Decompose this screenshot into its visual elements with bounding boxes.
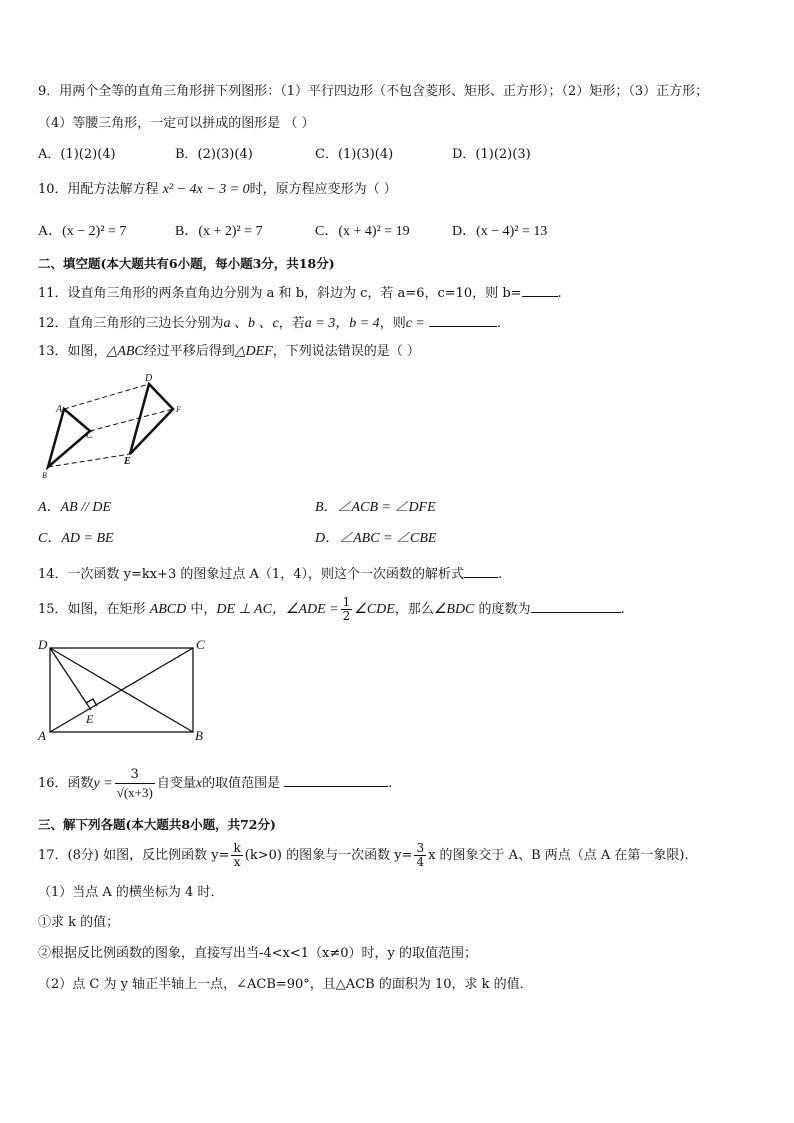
q15-label-c: C: [196, 637, 205, 652]
q12-ask: c =: [405, 316, 425, 331]
q14-text: 14．一次函数 y=kx+3 的图象过点 A（1，4），则这个一次函数的解析式: [38, 567, 464, 582]
q11-text: 11．设直角三角形的两条直角边分别为 a 和 b，斜边为 c，若 a=6，c=10，则 b=: [38, 286, 522, 301]
q13-option-b: B．∠ACB = ∠DFE: [315, 500, 436, 515]
q9-stem-line2: （4）等腰三角形，一定可以拼成的图形是 （ ）: [38, 116, 315, 131]
q16-text-c: 的取值范围是: [202, 776, 281, 791]
q16-answer-blank[interactable]: [284, 772, 388, 787]
q13-option-d: D．∠ABC = ∠CBE: [315, 531, 437, 546]
q16-num: 3: [115, 766, 155, 784]
q12-end: .: [497, 316, 502, 331]
q15-rectangle-figure: [36, 636, 216, 746]
q12-text-a: 12．直角三角形的三边长分别为: [38, 316, 224, 331]
q11: [38, 282, 562, 303]
q15-cond1: DE ⊥ AC: [216, 602, 272, 617]
q16-var: x: [195, 776, 203, 791]
q13-option-a: A．AB // DE: [38, 500, 112, 515]
q13-label-d: D: [145, 373, 153, 384]
q15-label-b: B: [195, 728, 203, 743]
q16-fraction: [115, 766, 155, 801]
q10-option-c: C．(x + 4)² = 19: [315, 224, 410, 239]
q10-option-d: D．(x − 4)² = 13: [452, 224, 548, 239]
q16-den: √(x+3): [116, 785, 153, 800]
q13-tri1: △ABC: [106, 344, 144, 359]
q13-label-b: B: [42, 471, 47, 480]
q15-cond2b: ∠CDE: [354, 602, 395, 617]
q13-label-f: F: [176, 405, 181, 414]
q17-f2-den: 4: [416, 855, 425, 869]
q12-text-b: ，若: [278, 316, 305, 331]
q15-frac-den: 2: [342, 609, 351, 623]
q10-stem-a: 10．用配方法解方程: [38, 182, 159, 197]
q11-answer-blank[interactable]: [522, 282, 558, 297]
q12: [38, 312, 501, 333]
section-3-heading: 三、解下列各题(本大题共8小题，共72分): [38, 817, 276, 832]
q17-sub1a: ①求 k 的值；: [38, 915, 120, 930]
q15-text-c: ，那么: [394, 602, 434, 617]
q17-stem: [38, 838, 689, 874]
q10-equation: x² − 4x − 3 = 0: [162, 182, 250, 197]
q12-cond: a = 3，b = 4: [304, 316, 380, 331]
q13-triangle-def: [130, 384, 173, 454]
q15-frac-num: 1: [342, 595, 351, 609]
q12-answer-blank[interactable]: [429, 312, 497, 327]
q17-fraction-k-over-x: [231, 842, 242, 869]
q17-sub2: （2）点 C 为 y 轴正半轴上一点，∠ACB=90°，且△ACB 的面积为 10，求 k 的值．: [38, 977, 533, 992]
q9-option-b: B．(2)(3)(4): [175, 147, 253, 162]
q15-label-a: A: [38, 728, 46, 743]
q17-text-c: x 的图象交于 A、B 两点（点 A 在第一象限).: [428, 848, 689, 863]
q13-label-e: E: [124, 456, 131, 467]
q16-lhs: y =: [93, 776, 113, 791]
q15: [38, 596, 625, 623]
q15-text-a: 15．如图，在矩形: [38, 602, 146, 617]
q15-label-d: D: [38, 637, 48, 652]
q17-text-b: (k>0) 的图象与一次函数 y=: [244, 848, 413, 863]
q10-option-a: A．(x − 2)² = 7: [38, 224, 127, 239]
q10-option-b: B．(x + 2)² = 7: [175, 224, 263, 239]
q9-option-d: D．(1)(2)(3): [452, 147, 531, 162]
q17-text-a: 17．(8分) 如图，反比例函数 y=: [38, 848, 230, 863]
q15-end: .: [620, 602, 625, 617]
q15-fraction: [341, 596, 353, 623]
q13-text-b: 经过平移后得到: [143, 344, 235, 359]
q16-text-a: 16．函数: [38, 776, 94, 791]
q15-cond2a: ，∠ADE =: [271, 602, 339, 617]
q15-segment-de: [50, 648, 91, 710]
q12-vars: a 、b 、c: [223, 316, 279, 331]
q13-translation-figure: [38, 372, 188, 482]
q13-dashed-cf: [90, 409, 173, 431]
q9-option-a: A．(1)(2)(4): [38, 147, 116, 162]
q11-end: .: [557, 286, 562, 301]
q14-end: .: [497, 567, 503, 582]
q15-rect: ABCD: [149, 602, 187, 617]
q16-text-b: 自变量: [156, 776, 196, 791]
q13-dashed-ad: [64, 384, 149, 409]
q14-answer-blank[interactable]: [464, 563, 498, 578]
q17-f1-den: x: [233, 855, 241, 869]
q13-text-a: 13．如图，: [38, 344, 107, 359]
q15-text-d: 的度数为: [478, 602, 531, 617]
q13-triangle-abc: [48, 409, 90, 467]
q13-text-c: ，下列说法错误的是（ ）: [272, 344, 420, 359]
q17-f2-num: 3: [416, 841, 425, 855]
q10-stem-b: 时，原方程应变形为（ ）: [249, 182, 397, 197]
q16-end: .: [388, 776, 393, 791]
q13-label-c: C: [86, 430, 93, 441]
q9-option-c: C．(1)(3)(4): [315, 147, 394, 162]
q15-ask: ∠BDC: [433, 602, 475, 617]
q9-stem-line1: 9．用两个全等的直角三角形拼下列图形：（1）平行四边形（不包含菱形、矩形、正方形）；（2）矩形；（3）正方形；: [38, 84, 709, 99]
q14: [38, 563, 502, 584]
q15-answer-blank[interactable]: [531, 598, 621, 613]
q17-sub1b: ②根据反比例函数的图象，直接写出当-4<x<1（x≠0）时，y 的取值范围；: [38, 946, 478, 961]
q13: [38, 343, 420, 361]
q13-option-c: C．AD = BE: [38, 531, 114, 546]
q12-text-c: ，则: [379, 316, 406, 331]
section-2-heading: 二、填空题(本大题共有6小题，每小题3分，共18分): [38, 256, 335, 271]
q17-sub1: （1）当点 A 的横坐标为 4 时．: [38, 885, 224, 900]
q15-label-e: E: [86, 712, 94, 726]
q10-stem: [38, 181, 397, 199]
q13-tri2: △DEF: [234, 344, 273, 359]
q16: [38, 764, 392, 804]
q15-text-b: 中，: [190, 602, 217, 617]
q17-fraction-3-over-4: [414, 842, 426, 869]
q17-f1-num: k: [233, 841, 241, 855]
q13-label-a: A: [56, 404, 63, 415]
